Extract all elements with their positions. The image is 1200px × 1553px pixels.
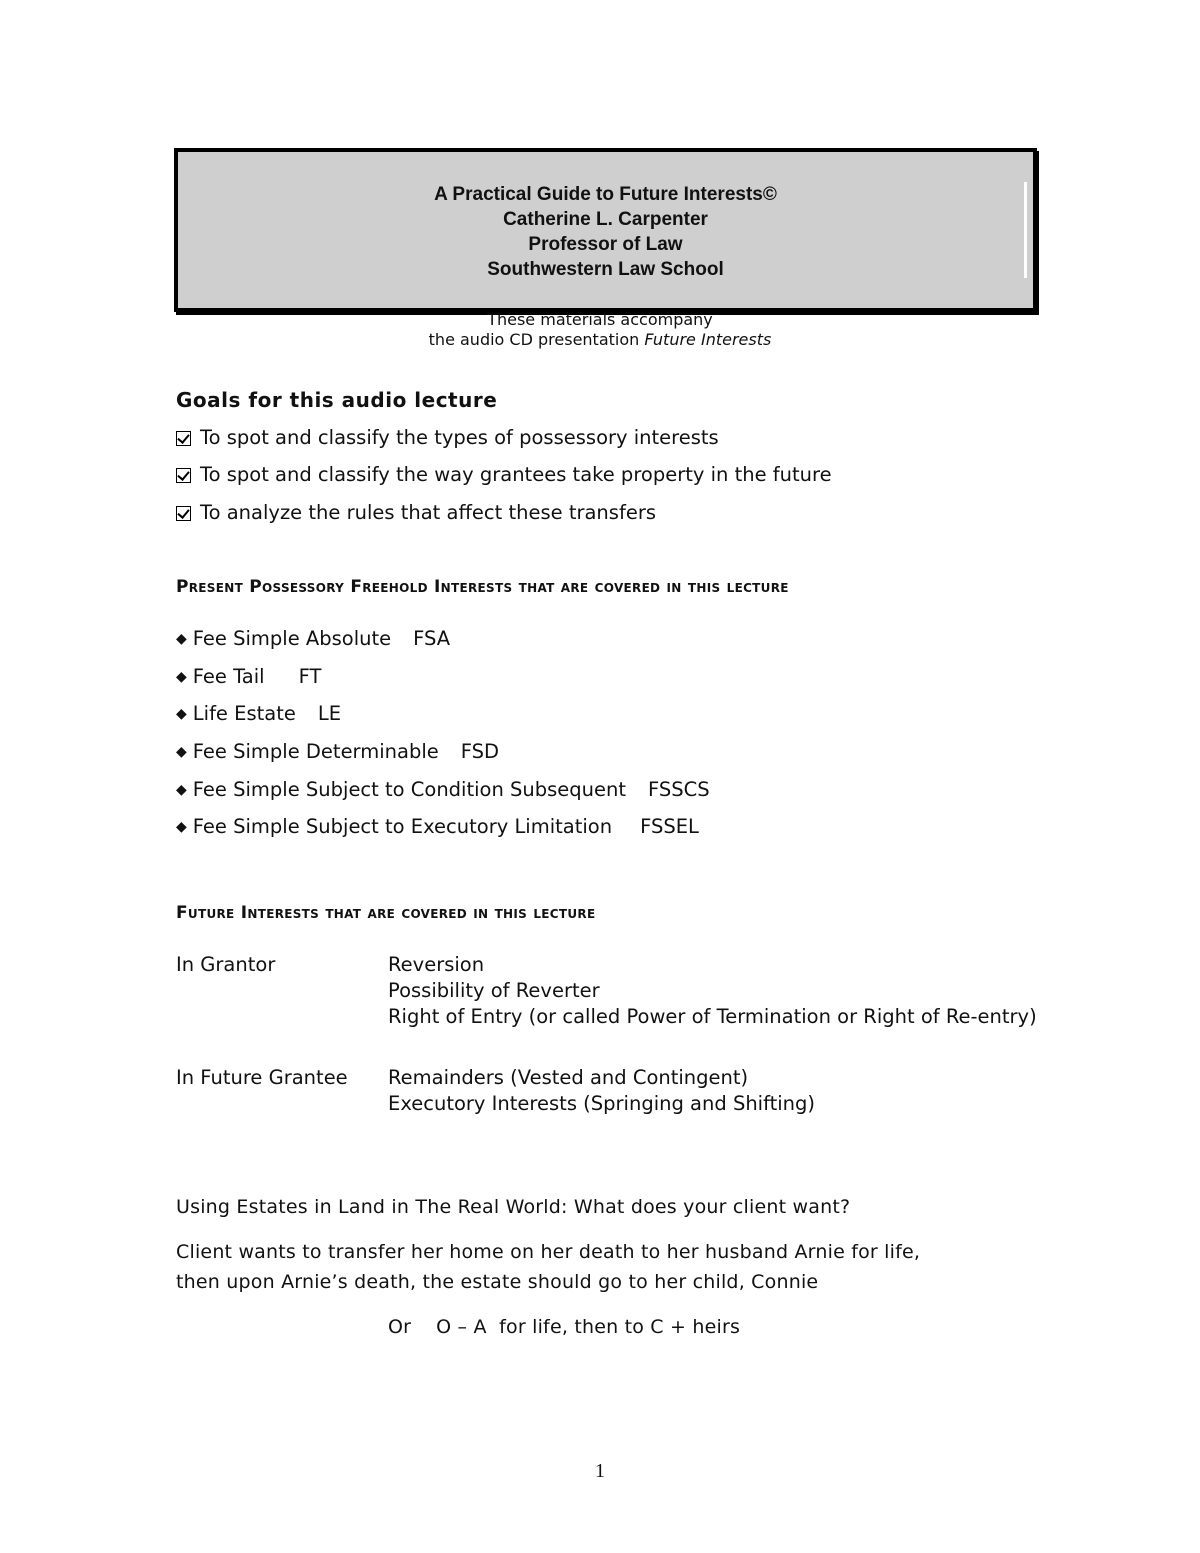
doc-title: A Practical Guide to Future Interests© — [434, 184, 777, 205]
interest-abbr: FSSEL — [640, 815, 699, 838]
diamond-bullet-icon: ◆ — [176, 706, 187, 722]
subtitle-line-1: These materials accompany — [487, 310, 713, 329]
interest-item — [176, 627, 450, 650]
page-number: 1 — [595, 1460, 605, 1482]
present-interests-heading: Present Possessory Freehold Interests that are covered in this lecture — [176, 577, 789, 597]
subtitle-prefix: the audio CD presentation — [428, 330, 645, 349]
checked-box-icon — [176, 431, 191, 446]
real-world-heading: Using Estates in Land in The Real World: What does your client want? — [176, 1196, 851, 1218]
checked-box-icon — [176, 506, 191, 521]
interest-abbr: FSA — [413, 627, 451, 650]
interest-item — [176, 778, 710, 801]
checked-box-icon — [176, 468, 191, 483]
subtitle-line-2 — [0, 330, 1200, 350]
client-scenario-line-2: then upon Arnie’s death, the estate should go to her child, Connie — [176, 1271, 819, 1293]
interest-item — [176, 815, 699, 838]
future-interests-heading: Future Interests that are covered in this lecture — [176, 903, 596, 923]
interest-abbr: FT — [298, 665, 322, 688]
title-lines — [178, 182, 1033, 282]
diamond-bullet-icon: ◆ — [176, 669, 187, 685]
grantor-item: Reversion — [388, 953, 485, 976]
grantor-item: Possibility of Reverter — [388, 979, 600, 1002]
interest-abbr: FSSCS — [648, 778, 710, 801]
author-name: Catherine L. Carpenter — [503, 209, 708, 230]
grantor-label: In Grantor — [176, 953, 276, 976]
interest-name: Fee Simple Determinable — [192, 740, 439, 763]
grantor-item: Right of Entry (or called Power of Termination or Right of Re-entry) — [388, 1005, 1037, 1028]
diamond-bullet-icon: ◆ — [176, 744, 187, 760]
goal-item — [176, 426, 719, 449]
interest-item — [176, 740, 499, 763]
diamond-bullet-icon: ◆ — [176, 631, 187, 647]
interest-name: Fee Simple Subject to Executory Limitation — [192, 815, 613, 838]
goal-item — [176, 463, 832, 486]
interest-item — [176, 702, 341, 725]
conveyance-formula: Or O – A for life, then to C + heirs — [388, 1316, 741, 1338]
interest-name: Life Estate — [192, 702, 296, 725]
goals-heading: Goals for this audio lecture — [176, 388, 498, 412]
author-school: Southwestern Law School — [487, 259, 724, 280]
grantee-item: Remainders (Vested and Contingent) — [388, 1066, 749, 1089]
diamond-bullet-icon: ◆ — [176, 782, 187, 798]
title-box — [174, 148, 1037, 312]
grantee-label: In Future Grantee — [176, 1066, 348, 1089]
diamond-bullet-icon: ◆ — [176, 819, 187, 835]
goal-item — [176, 501, 656, 524]
goal-text: To spot and classify the way grantees take property in the future — [200, 463, 832, 486]
grantee-item: Executory Interests (Springing and Shifting) — [388, 1092, 816, 1115]
interest-abbr: LE — [317, 702, 342, 725]
interest-name: Fee Tail — [192, 665, 265, 688]
interest-name: Fee Simple Absolute — [192, 627, 392, 650]
interest-abbr: FSD — [460, 740, 500, 763]
grantee-list — [388, 1065, 815, 1117]
goal-text: To analyze the rules that affect these transfers — [200, 501, 656, 524]
client-scenario-line-1: Client wants to transfer her home on her death to her husband Arnie for life, — [176, 1241, 921, 1263]
goal-text: To spot and classify the types of possessory interests — [200, 426, 719, 449]
interest-name: Fee Simple Subject to Condition Subsequent — [192, 778, 627, 801]
interest-item — [176, 665, 321, 688]
author-title: Professor of Law — [528, 234, 683, 255]
grantor-list — [388, 952, 1037, 1030]
subtitle-italic: Future Interests — [644, 330, 772, 349]
